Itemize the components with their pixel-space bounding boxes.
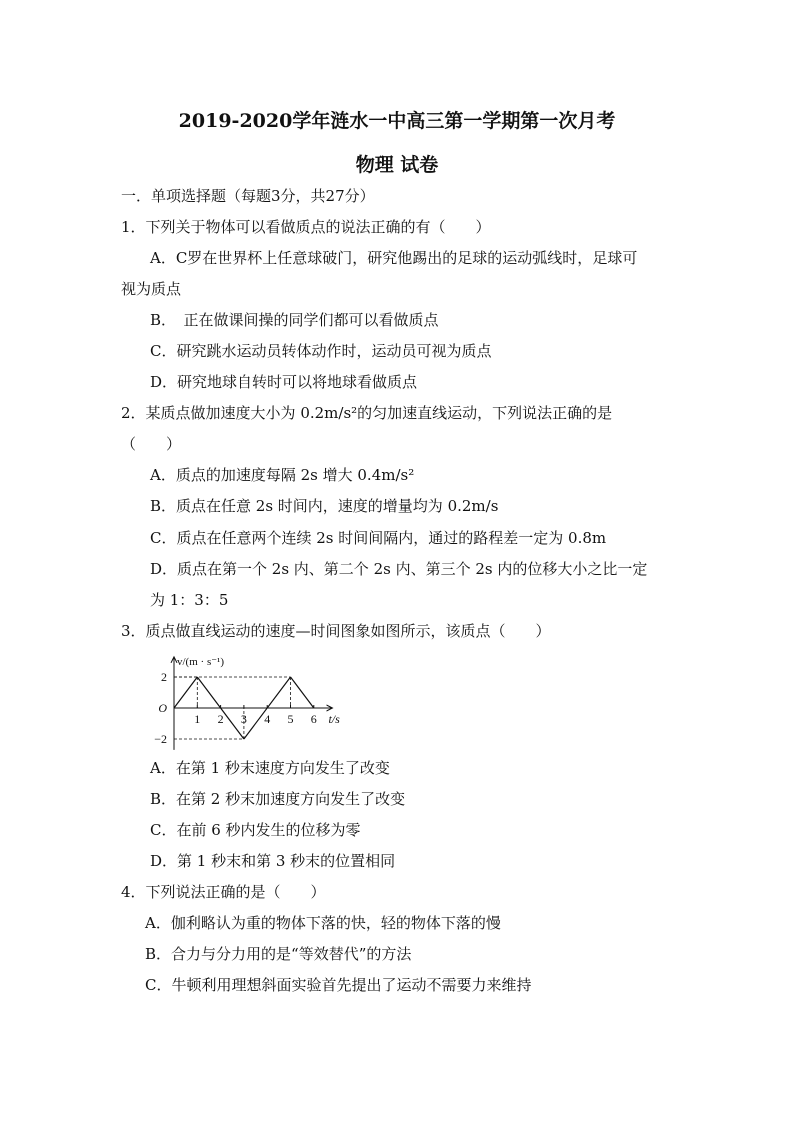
question-1-option-a-cont: 视为质点 <box>121 280 182 298</box>
question-4-option-a: A．伽利略认为重的物体下落的快，轻的物体下落的慢 <box>145 914 501 932</box>
question-2-option-a: A．质点的加速度每隔 2s 增大 0.4m/s² <box>150 466 415 484</box>
question-2-stem-cont: （ ） <box>121 435 182 453</box>
velocity-segment <box>174 677 197 708</box>
x-tick-label: 4 <box>264 712 271 726</box>
question-1-stem: 1．下列关于物体可以看做质点的说法正确的有（ ） <box>121 218 491 236</box>
question-2-stem: 2．某质点做加速度大小为 0.2m/s²的匀加速直线运动，下列说法正确的是 <box>121 404 613 422</box>
y-tick-label: −2 <box>154 732 167 746</box>
question-4-option-c: C．牛顿利用理想斜面实验首先提出了运动不需要力来维持 <box>145 976 532 994</box>
y-tick-label: 2 <box>161 670 167 684</box>
question-2-option-d: D．质点在第一个 2s 内、第二个 2s 内、第三个 2s 内的位移大小之比一定 <box>150 560 648 578</box>
question-2-option-d-cont: 为 1：3：5 <box>150 591 229 609</box>
question-2-option-c: C．质点在任意两个连续 2s 时间间隔内，通过的路程差一定为 0.8m <box>150 529 607 547</box>
velocity-time-graph <box>150 648 360 753</box>
question-4-option-b: B．合力与分力用的是“等效替代”的方法 <box>145 945 412 963</box>
question-3-option-c: C．在前 6 秒内发生的位移为零 <box>150 821 361 839</box>
exam-subtitle: 物理 试卷 <box>355 154 439 176</box>
question-1-option-b: B． 正在做课间操的同学们都可以看做质点 <box>150 311 439 329</box>
question-3-stem: 3．质点做直线运动的速度—时间图象如图所示，该质点（ ） <box>121 622 551 640</box>
question-1-option-a: A．C罗在世界杯上任意球破门，研究他踢出的足球的运动弧线时，足球可 <box>150 249 638 267</box>
origin-label: O <box>158 701 167 715</box>
x-tick-label: 3 <box>240 712 247 726</box>
question-3-option-d: D．第 1 秒末和第 3 秒末的位置相同 <box>150 852 396 870</box>
question-1-option-d: D．研究地球自转时可以将地球看做质点 <box>150 373 418 391</box>
x-tick-label: 2 <box>217 712 224 726</box>
question-3-option-a: A．在第 1 秒末速度方向发生了改变 <box>150 759 390 777</box>
question-1-option-c: C．研究跳水运动员转体动作时，运动员可视为质点 <box>150 342 492 360</box>
x-tick-label: 6 <box>310 712 317 726</box>
y-axis-label: v/(m · s⁻¹) <box>177 655 224 668</box>
x-tick-label: 5 <box>287 712 294 726</box>
x-tick-label: 1 <box>194 712 201 726</box>
exam-title: 2019-2020学年涟水一中高三第一学期第一次月考 <box>178 110 616 132</box>
velocity-segment <box>291 677 314 708</box>
question-4-stem: 4．下列说法正确的是（ ） <box>121 883 326 901</box>
section-heading: 一．单项选择题（每题3分，共27分） <box>121 187 375 205</box>
question-3-option-b: B．在第 2 秒末加速度方向发生了改变 <box>150 790 406 808</box>
x-axis-label: t/s <box>328 712 340 726</box>
question-2-option-b: B．质点在任意 2s 时间内，速度的增量均为 0.2m/s <box>150 497 499 515</box>
